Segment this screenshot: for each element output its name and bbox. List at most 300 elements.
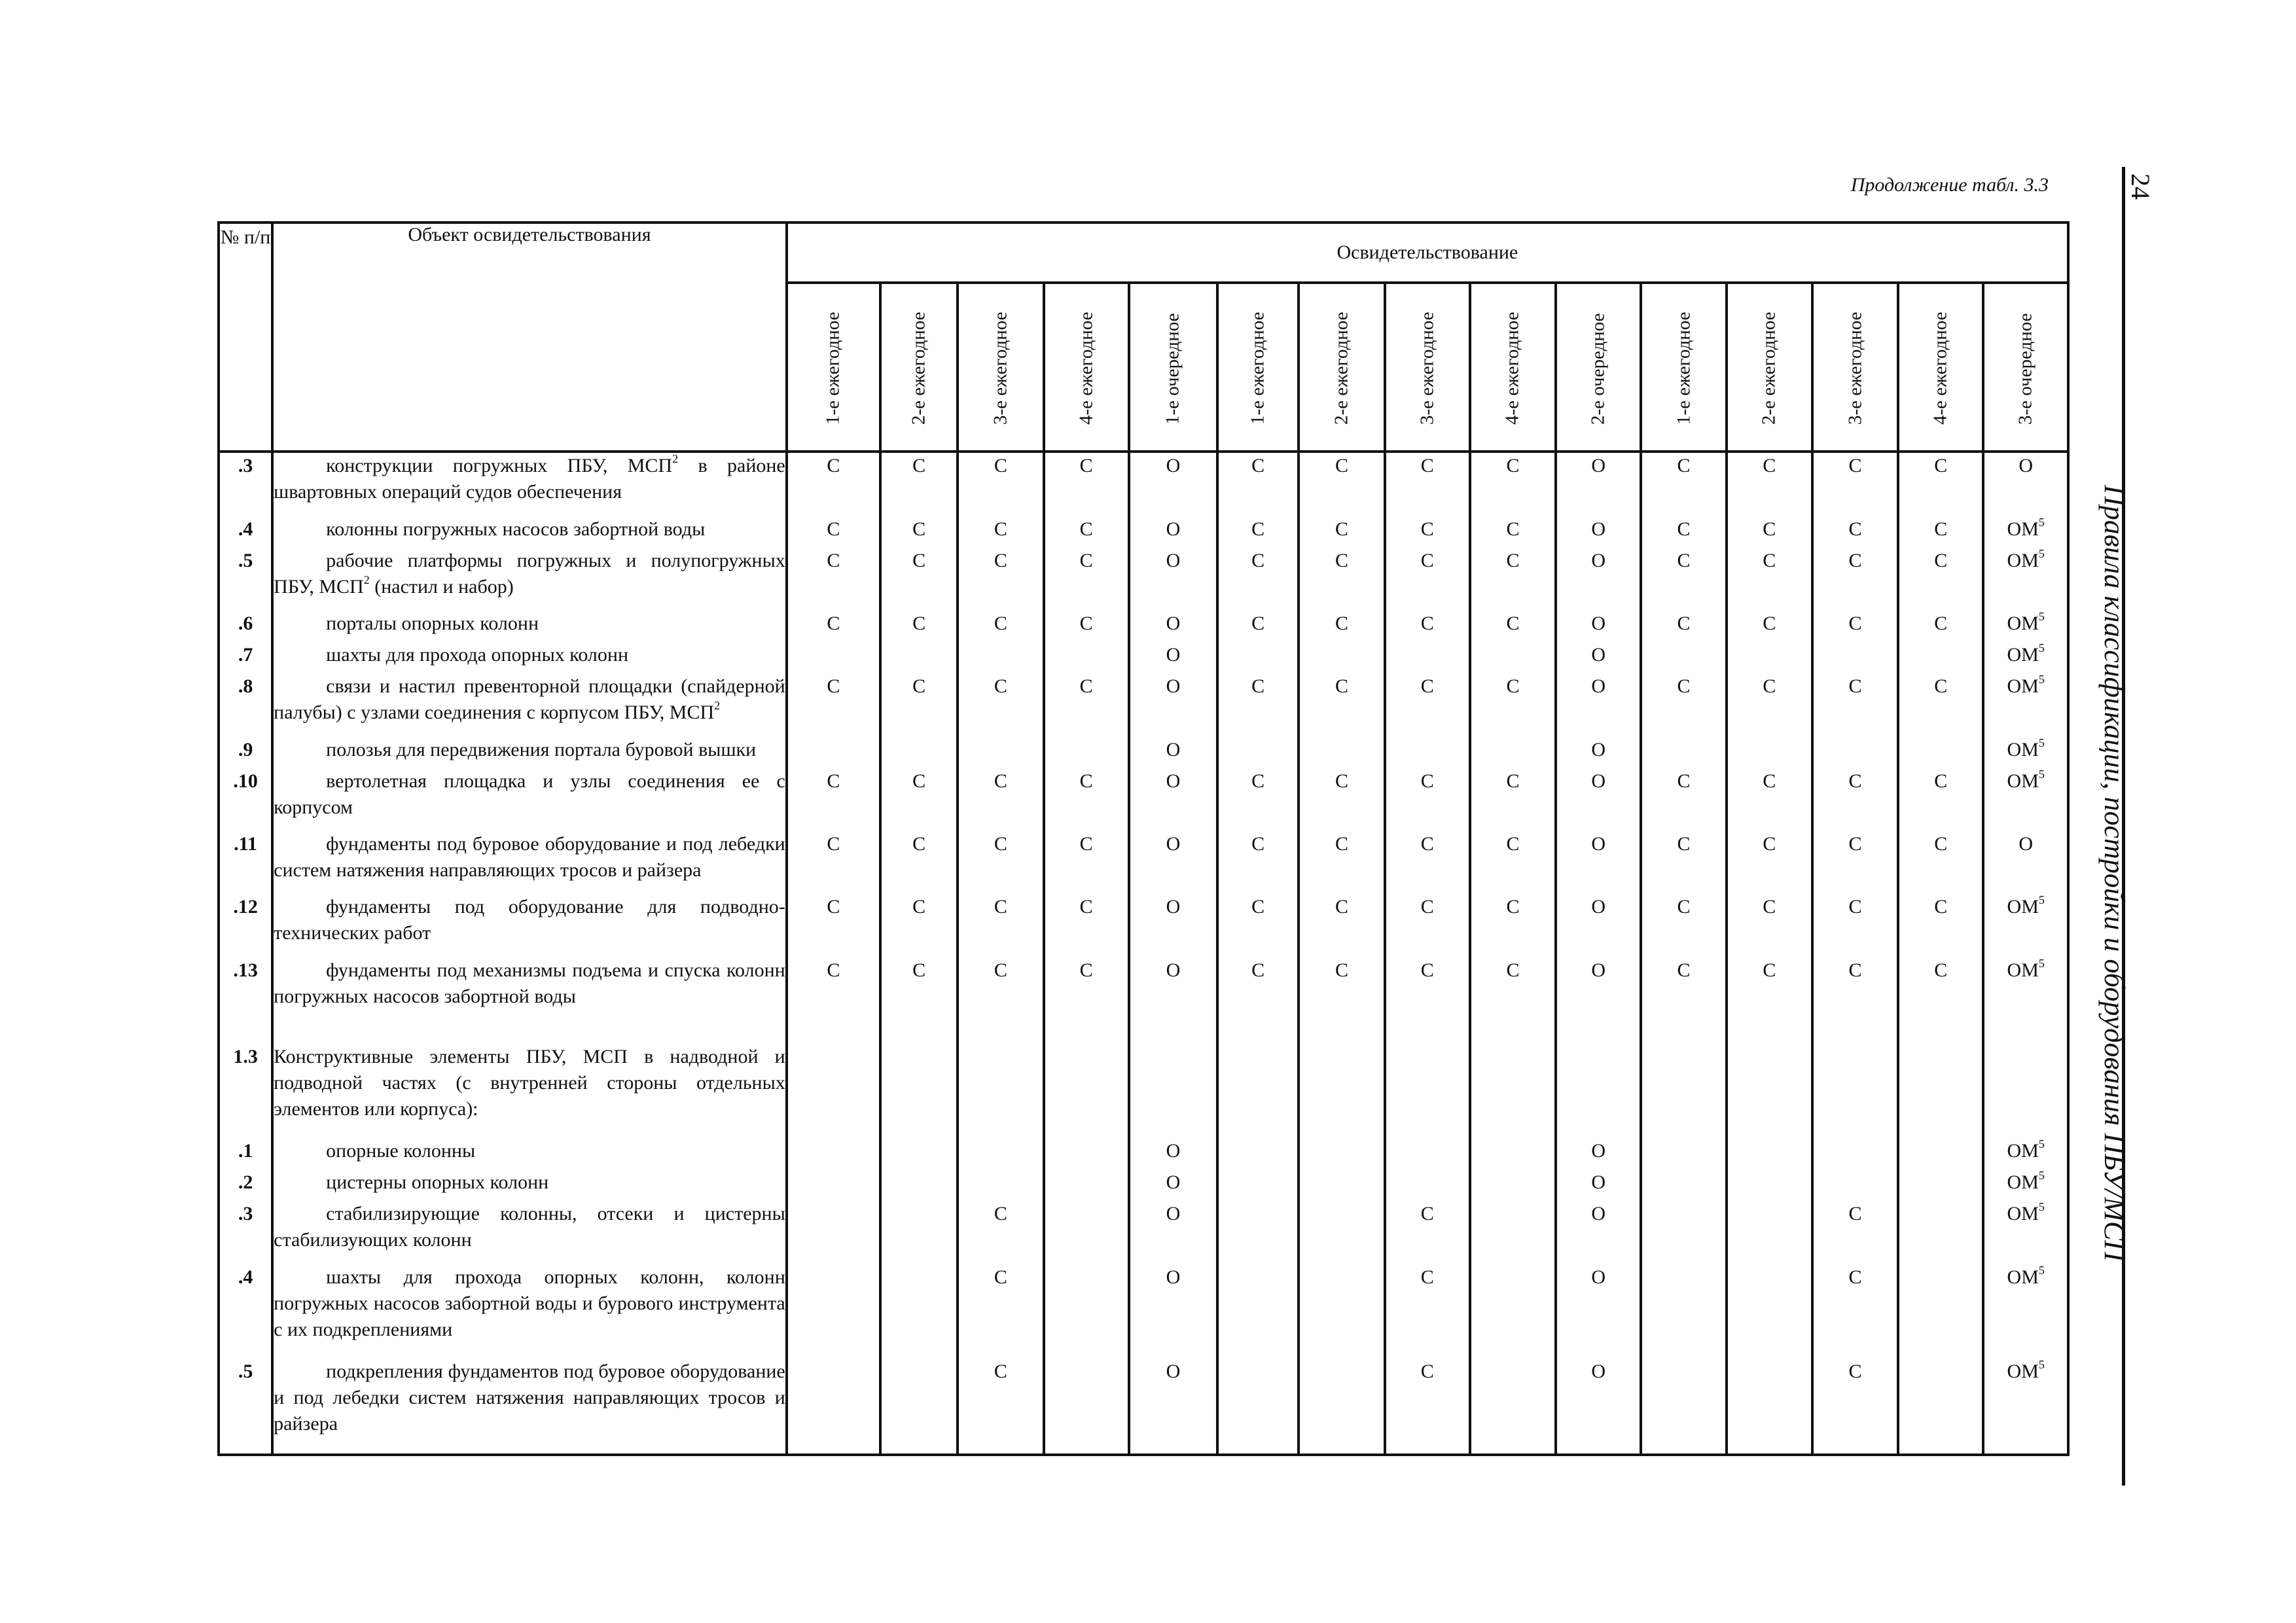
inspection-table-container xyxy=(217,221,2070,1456)
survey-column-header xyxy=(958,283,1043,452)
survey-cell xyxy=(1898,1264,1983,1359)
survey-cell: С xyxy=(958,548,1043,611)
survey-cell: С xyxy=(1044,673,1129,736)
survey-cell: $ОМ^5$ xyxy=(1983,642,2068,673)
spacer-cell xyxy=(1556,1020,1641,1044)
survey-cell: О xyxy=(1556,737,1641,768)
survey-cell: $ОМ^5$ xyxy=(1983,894,2068,957)
survey-cell xyxy=(1727,737,1812,768)
row-object-text: шахты для прохода опорных колонн, колонн погружных насосов забортной воды и бурового инструмента с их подкреплениями xyxy=(274,1266,785,1340)
survey-cell xyxy=(1217,1169,1299,1201)
survey-cell: С xyxy=(1299,831,1384,894)
survey-cell xyxy=(1898,642,1983,673)
survey-cell: О xyxy=(1129,1359,1217,1455)
survey-cell: О xyxy=(1556,611,1641,642)
survey-cell xyxy=(880,1044,958,1138)
survey-cell: О xyxy=(1556,768,1641,831)
survey-cell: О xyxy=(1129,1201,1217,1264)
survey-cell: С xyxy=(1641,673,1726,736)
row-object-text: опорные колонны xyxy=(326,1140,476,1162)
survey-cell: О xyxy=(1556,516,1641,548)
survey-cell xyxy=(787,1359,880,1455)
survey-cell: С xyxy=(1812,611,1898,642)
survey-cell: С xyxy=(1898,611,1983,642)
row-object-text: конструкции погружных ПБУ, МСП xyxy=(326,455,673,476)
row-number: .7 xyxy=(219,642,272,673)
row-number: .3 xyxy=(219,1201,272,1264)
survey-cell xyxy=(1217,737,1299,768)
survey-cell: О xyxy=(1556,548,1641,611)
survey-column-label: 2-е ежегодное xyxy=(1758,312,1780,425)
survey-column-label: 2-е ежегодное xyxy=(1331,312,1352,425)
survey-cell xyxy=(1898,1138,1983,1169)
survey-cell: С xyxy=(787,894,880,957)
survey-cell xyxy=(787,737,880,768)
survey-cell: С xyxy=(1727,957,1812,1020)
survey-cell: $ОМ^5$ xyxy=(1983,768,2068,831)
table-row xyxy=(219,452,2068,516)
survey-cell xyxy=(1727,1264,1812,1359)
survey-cell: С xyxy=(1470,957,1556,1020)
row-object-text: фундаменты под оборудование для подводно-технических работ xyxy=(274,896,785,944)
page-number: 24 xyxy=(2126,173,2155,200)
survey-cell: С xyxy=(1727,516,1812,548)
spacer-cell xyxy=(787,1020,880,1044)
survey-cell: С xyxy=(958,611,1043,642)
survey-cell xyxy=(1299,737,1384,768)
survey-cell: О xyxy=(1556,673,1641,736)
survey-cell: О xyxy=(1129,1264,1217,1359)
survey-cell xyxy=(1898,1044,1983,1138)
survey-cell xyxy=(1641,642,1726,673)
survey-cell xyxy=(880,1264,958,1359)
survey-cell xyxy=(1641,1201,1726,1264)
survey-cell: С xyxy=(1641,548,1726,611)
survey-cell: С xyxy=(1299,957,1384,1020)
survey-column-label: 4-е ежегодное xyxy=(1075,312,1097,425)
survey-cell xyxy=(1641,1264,1726,1359)
survey-cell xyxy=(1727,1169,1812,1201)
survey-cell xyxy=(880,737,958,768)
spacer-cell xyxy=(1385,1020,1470,1044)
survey-cell xyxy=(958,737,1043,768)
footnote-ref: 2 xyxy=(672,452,679,465)
survey-cell: С xyxy=(1217,548,1299,611)
survey-cell: С xyxy=(1727,452,1812,516)
survey-column-header xyxy=(1129,283,1217,452)
survey-cell xyxy=(1983,1044,2068,1138)
survey-column-label: 1-е ежегодное xyxy=(1247,312,1268,425)
inspection-table xyxy=(217,221,2070,1456)
survey-cell: О xyxy=(1129,1169,1217,1201)
survey-cell xyxy=(1556,1044,1641,1138)
survey-cell: С xyxy=(1641,611,1726,642)
survey-cell: С xyxy=(1727,611,1812,642)
spacer-cell xyxy=(1641,1020,1726,1044)
survey-cell: С xyxy=(1385,548,1470,611)
survey-cell xyxy=(880,1359,958,1455)
row-object xyxy=(272,673,787,736)
survey-cell: С xyxy=(1812,673,1898,736)
table-row xyxy=(219,737,2068,768)
survey-column-header xyxy=(1812,283,1898,452)
survey-cell: О xyxy=(1129,957,1217,1020)
row-object-text: фундаменты под механизмы подъема и спуска колонн погружных насосов забортной воды xyxy=(274,959,785,1007)
survey-cell: С xyxy=(1044,452,1129,516)
survey-column-label: 4-е ежегодное xyxy=(1501,312,1523,425)
spacer-cell xyxy=(1812,1020,1898,1044)
survey-cell: О xyxy=(1556,1138,1641,1169)
table-row xyxy=(219,1138,2068,1169)
survey-cell: С xyxy=(880,516,958,548)
survey-cell xyxy=(1299,1201,1384,1264)
survey-cell: С xyxy=(1470,673,1556,736)
survey-cell: О xyxy=(1129,737,1217,768)
survey-cell: $ОМ^5$ xyxy=(1983,737,2068,768)
survey-cell xyxy=(1217,1201,1299,1264)
survey-column-label: 3-е ежегодное xyxy=(1844,312,1866,425)
survey-cell xyxy=(880,1201,958,1264)
spacer-cell xyxy=(1044,1020,1129,1044)
survey-cell: С xyxy=(1470,768,1556,831)
survey-column-label: 2-е очередное xyxy=(1587,313,1609,425)
running-title: Правила классификации, постройки и оборудования ПБУ/МСП xyxy=(2098,484,2130,1262)
row-object xyxy=(272,548,787,611)
survey-cell xyxy=(1470,1138,1556,1169)
survey-cell: О xyxy=(1556,1359,1641,1455)
survey-cell: С xyxy=(1727,831,1812,894)
survey-cell xyxy=(1727,642,1812,673)
survey-cell: С xyxy=(1217,894,1299,957)
survey-cell xyxy=(787,1201,880,1264)
survey-cell xyxy=(1217,1359,1299,1455)
survey-cell: С xyxy=(1044,611,1129,642)
survey-cell xyxy=(1044,1264,1129,1359)
survey-cell xyxy=(1812,1044,1898,1138)
survey-cell: О xyxy=(1556,1201,1641,1264)
survey-cell: О xyxy=(1129,516,1217,548)
spacer-cell xyxy=(880,1020,958,1044)
row-number: .6 xyxy=(219,611,272,642)
row-number: .10 xyxy=(219,768,272,831)
row-object-text: Конструктивные элементы ПБУ, МСП в надводной и подводной частях (с внутренней стороны отдельных элементов или корпуса): xyxy=(274,1045,785,1120)
row-object xyxy=(272,894,787,957)
survey-cell: О xyxy=(1129,831,1217,894)
survey-cell: С xyxy=(1812,452,1898,516)
survey-cell: С xyxy=(1299,548,1384,611)
row-number: .12 xyxy=(219,894,272,957)
row-number: .9 xyxy=(219,737,272,768)
survey-cell xyxy=(1044,1044,1129,1138)
survey-cell: С xyxy=(1044,957,1129,1020)
survey-column-header xyxy=(1217,283,1299,452)
survey-cell: О xyxy=(1129,894,1217,957)
row-object xyxy=(272,831,787,894)
survey-cell xyxy=(1044,1201,1129,1264)
survey-cell xyxy=(1044,642,1129,673)
survey-cell xyxy=(958,1044,1043,1138)
survey-column-label: 1-е ежегодное xyxy=(822,312,844,425)
footnote-ref: 2 xyxy=(714,699,721,713)
table-row xyxy=(219,1359,2068,1455)
survey-cell: С xyxy=(1641,768,1726,831)
survey-cell: С xyxy=(958,452,1043,516)
survey-cell: С xyxy=(1470,452,1556,516)
row-object xyxy=(272,957,787,1020)
row-number: .13 xyxy=(219,957,272,1020)
object-column-header: Объект освидетельствования xyxy=(272,223,787,452)
row-object-text: порталы опорных колонн xyxy=(326,613,539,635)
survey-cell xyxy=(1299,642,1384,673)
survey-cell xyxy=(1641,1044,1726,1138)
survey-cell: С xyxy=(1898,548,1983,611)
survey-cell xyxy=(1898,1201,1983,1264)
row-object-text: стабилизирующие колонны, отсеки и цистерны стабилизующих колонн xyxy=(274,1203,785,1251)
survey-cell: С xyxy=(1470,894,1556,957)
survey-cell: С xyxy=(1385,831,1470,894)
survey-cell: С xyxy=(1898,894,1983,957)
survey-cell xyxy=(1385,1044,1470,1138)
survey-cell: С xyxy=(1217,957,1299,1020)
survey-cell xyxy=(1385,1169,1470,1201)
survey-column-label: 3-е ежегодное xyxy=(1416,312,1438,425)
survey-cell xyxy=(1812,1169,1898,1201)
row-object xyxy=(272,768,787,831)
row-object xyxy=(272,1044,787,1138)
survey-cell xyxy=(1044,1138,1129,1169)
table-row xyxy=(219,673,2068,736)
survey-cell: С xyxy=(880,452,958,516)
survey-cell: С xyxy=(1385,957,1470,1020)
survey-cell xyxy=(958,642,1043,673)
table-row xyxy=(219,611,2068,642)
survey-cell: О xyxy=(1556,831,1641,894)
survey-cell xyxy=(1044,1169,1129,1201)
survey-cell xyxy=(1727,1138,1812,1169)
survey-column-label: 4-е ежегодное xyxy=(1929,312,1951,425)
survey-cell: С xyxy=(958,831,1043,894)
survey-cell xyxy=(880,1138,958,1169)
spacer-row xyxy=(219,1020,2068,1044)
survey-cell: С xyxy=(1385,516,1470,548)
survey-cell: О xyxy=(1556,452,1641,516)
survey-cell xyxy=(1470,1201,1556,1264)
survey-column-header xyxy=(1983,283,2068,452)
survey-cell: $ОМ^5$ xyxy=(1983,957,2068,1020)
survey-cell: О xyxy=(1983,452,2068,516)
survey-cell: С xyxy=(1385,611,1470,642)
survey-cell: С xyxy=(1727,894,1812,957)
row-number: .1 xyxy=(219,1138,272,1169)
row-object-text: полозья для передвижения портала буровой вышки xyxy=(326,738,757,760)
survey-cell: $ОМ^5$ xyxy=(1983,673,2068,736)
survey-cell: С xyxy=(1641,831,1726,894)
survey-cell: С xyxy=(1470,611,1556,642)
survey-cell: $ОМ^5$ xyxy=(1983,516,2068,548)
row-object xyxy=(272,1201,787,1264)
survey-cell: С xyxy=(787,831,880,894)
table-row xyxy=(219,768,2068,831)
survey-cell xyxy=(1727,1044,1812,1138)
survey-cell: О xyxy=(1983,831,2068,894)
survey-cell: С xyxy=(787,516,880,548)
survey-cell xyxy=(1812,1138,1898,1169)
row-object-text: колонны погружных насосов забортной воды xyxy=(326,518,706,540)
survey-column-header xyxy=(1556,283,1641,452)
table-body xyxy=(219,452,2068,1455)
survey-cell xyxy=(1727,1201,1812,1264)
survey-cell xyxy=(1217,1044,1299,1138)
survey-cell xyxy=(1470,1264,1556,1359)
survey-cell: С xyxy=(1044,831,1129,894)
survey-cell xyxy=(1470,1044,1556,1138)
survey-cell: С xyxy=(787,768,880,831)
survey-cell: $ОМ^5$ xyxy=(1983,1169,2068,1201)
row-number: 1.3 xyxy=(219,1044,272,1138)
survey-cell xyxy=(787,642,880,673)
table-row xyxy=(219,957,2068,1020)
survey-cell: О xyxy=(1129,452,1217,516)
survey-cell: С xyxy=(958,1359,1043,1455)
survey-cell: $ОМ^5$ xyxy=(1983,1138,2068,1169)
row-number: .4 xyxy=(219,1264,272,1359)
survey-column-header xyxy=(1641,283,1726,452)
survey-cell: С xyxy=(1641,516,1726,548)
survey-cell: С xyxy=(1385,768,1470,831)
table-row xyxy=(219,1201,2068,1264)
survey-cell: С xyxy=(1044,768,1129,831)
survey-cell: С xyxy=(1217,452,1299,516)
survey-cell: С xyxy=(1898,452,1983,516)
row-object xyxy=(272,1138,787,1169)
survey-cell: С xyxy=(1299,673,1384,736)
row-object xyxy=(272,642,787,673)
survey-cell xyxy=(1470,642,1556,673)
row-object xyxy=(272,516,787,548)
survey-cell xyxy=(1641,1359,1726,1455)
row-object-text: шахты для прохода опорных колонн xyxy=(326,644,629,666)
survey-cell: О xyxy=(1129,611,1217,642)
row-object xyxy=(272,1359,787,1455)
survey-cell: С xyxy=(1044,548,1129,611)
table-row xyxy=(219,1169,2068,1201)
table-row xyxy=(219,1044,2068,1138)
survey-cell: С xyxy=(880,768,958,831)
survey-cell: С xyxy=(1812,1264,1898,1359)
survey-cell xyxy=(1470,1359,1556,1455)
survey-cell: $ОМ^5$ xyxy=(1983,611,2068,642)
row-object-text: подкрепления фундаментов под буровое оборудование и под лебедки систем натяжения направляющих тросов и райзера xyxy=(274,1361,785,1435)
survey-cell: С xyxy=(1217,768,1299,831)
survey-cell: С xyxy=(880,673,958,736)
survey-cell: С xyxy=(1217,831,1299,894)
row-object-text-tail: (настил и набор) xyxy=(369,575,514,597)
survey-cell xyxy=(1299,1359,1384,1455)
survey-cell xyxy=(1641,1169,1726,1201)
survey-cell: С xyxy=(958,516,1043,548)
survey-cell xyxy=(1217,1138,1299,1169)
survey-cell xyxy=(1812,642,1898,673)
survey-cell: С xyxy=(1727,768,1812,831)
survey-cell: С xyxy=(1812,1201,1898,1264)
survey-cell: С xyxy=(958,1264,1043,1359)
row-number: .2 xyxy=(219,1169,272,1201)
survey-cell: С xyxy=(1044,516,1129,548)
survey-cell: С xyxy=(1385,894,1470,957)
survey-cell: С xyxy=(958,673,1043,736)
survey-cell: С xyxy=(1812,831,1898,894)
survey-cell xyxy=(1044,1359,1129,1455)
survey-cell: С xyxy=(1898,831,1983,894)
survey-cell: С xyxy=(1470,548,1556,611)
survey-cell: С xyxy=(880,957,958,1020)
survey-cell xyxy=(880,642,958,673)
survey-column-header xyxy=(1385,283,1470,452)
survey-cell: С xyxy=(1217,516,1299,548)
table-row xyxy=(219,894,2068,957)
survey-cell: С xyxy=(1299,894,1384,957)
survey-cell xyxy=(1641,737,1726,768)
survey-cell: С xyxy=(1385,1264,1470,1359)
survey-column-header xyxy=(1898,283,1983,452)
survey-cell: О xyxy=(1556,1169,1641,1201)
survey-cell: С xyxy=(1470,516,1556,548)
survey-cell xyxy=(1299,1138,1384,1169)
spacer-cell xyxy=(958,1020,1043,1044)
survey-column-header xyxy=(1727,283,1812,452)
survey-cell: С xyxy=(1217,673,1299,736)
table-row xyxy=(219,516,2068,548)
survey-cell: С xyxy=(1217,611,1299,642)
row-object xyxy=(272,1169,787,1201)
survey-cell: С xyxy=(1299,611,1384,642)
survey-column-label: 1-е ежегодное xyxy=(1673,312,1694,425)
spacer-cell xyxy=(1129,1020,1217,1044)
survey-cell xyxy=(1385,642,1470,673)
survey-cell xyxy=(1812,737,1898,768)
survey-cell: С xyxy=(1898,768,1983,831)
survey-cell: С xyxy=(1299,452,1384,516)
survey-cell: С xyxy=(958,894,1043,957)
survey-cell xyxy=(1299,1169,1384,1201)
row-object-text-tail: в районе швартовных операций судов обеспечения xyxy=(274,455,785,503)
survey-cell: С xyxy=(787,673,880,736)
survey-cell xyxy=(880,1169,958,1201)
survey-cell: С xyxy=(787,611,880,642)
spacer-cell xyxy=(1983,1020,2068,1044)
spacer-cell xyxy=(1727,1020,1812,1044)
survey-cell: С xyxy=(1812,516,1898,548)
spacer-cell xyxy=(219,1020,272,1044)
survey-cell: С xyxy=(880,831,958,894)
row-object-text: фундаменты под буровое оборудование и под лебедки систем натяжения направляющих тросов и райзера xyxy=(274,832,785,881)
row-object xyxy=(272,611,787,642)
survey-cell xyxy=(1044,737,1129,768)
survey-cell: С xyxy=(1299,768,1384,831)
survey-cell xyxy=(1217,642,1299,673)
row-number: .3 xyxy=(219,452,272,516)
survey-cell: О xyxy=(1556,894,1641,957)
survey-cell: С xyxy=(880,611,958,642)
survey-cell: С xyxy=(1812,1359,1898,1455)
survey-cell: С xyxy=(1812,957,1898,1020)
row-object-text: цистерны опорных колонн xyxy=(326,1171,549,1194)
survey-column-header xyxy=(1044,283,1129,452)
row-object-text: связи и настил превенторной площадки (спайдерной палубы) с узлами соединения с корпусом ПБУ, МСП xyxy=(274,675,785,724)
survey-column-label: 3-е ежегодное xyxy=(990,312,1011,425)
survey-cell xyxy=(1898,1169,1983,1201)
survey-cell: О xyxy=(1129,642,1217,673)
